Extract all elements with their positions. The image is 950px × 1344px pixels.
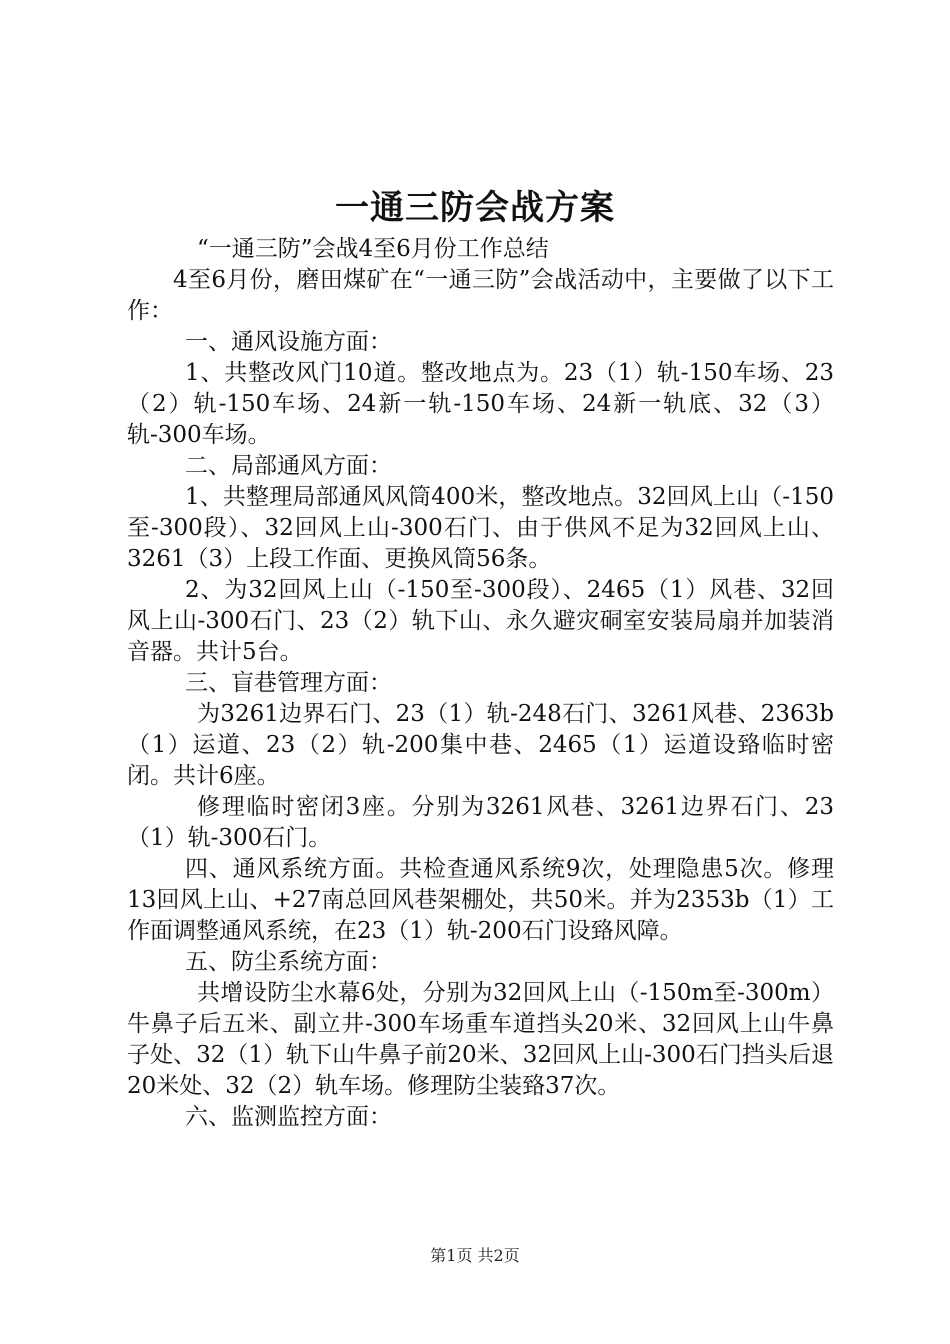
section-heading-monitoring: 六、监测监控方面：: [185, 1104, 392, 1130]
local-ventilation-item-2: 2、为32回风上山（-150至-300段）、2465（1）风巷、32回风上山-300石门、23（2）轨下山、永久避灾硐室安装局扇并加装消音器。共计5台。: [127, 577, 834, 665]
page-footer: 第1页 共2页: [430, 1246, 520, 1265]
section-heading-blind-roadway: 三、盲巷管理方面：: [185, 670, 392, 696]
section-heading-local-ventilation: 二、局部通风方面：: [185, 453, 392, 479]
blind-roadway-item-1: 为3261边界石门、23（1）轨-248石门、3261风巷、2363b（1）运道、23（2）轨-200集中巷、2465（1）运道设臵临时密闭。共计6座。: [127, 701, 834, 789]
summary-heading: “一通三防”会战4至6月份工作总结: [197, 236, 549, 262]
section-heading-dust-prevention: 五、防尘系统方面：: [185, 949, 392, 975]
document-body: [127, 234, 834, 1133]
section-ventilation-system: 四、通风系统方面。共检查通风系统9次，处理隐患5次。修理13回风上山、+27南总回风巷架棚处，共50米。并为2353b（1）工作面调整通风系统，在23（1）轨-200石门设臵风障。: [127, 856, 834, 944]
local-ventilation-item-1: 1、共整理局部通风风筒400米，整改地点。32回风上山（-150至-300段）、32回风上山-300石门、由于供风不足为32回风上山、3261（3）上段工作面、更换风筒56条。: [127, 484, 834, 572]
ventilation-facilities-item-1: 1、共整改风门10道。整改地点为。23（1）轨-150车场、23（2）轨-150车场、24新一轨-150车场、24新一轨底、32（3）轨-300车场。: [127, 360, 834, 448]
document-title: 一通三防会战方案: [335, 188, 615, 228]
intro-paragraph: 4至6月份，磨田煤矿在“一通三防”会战活动中，主要做了以下工作：: [127, 267, 834, 324]
dust-prevention-item-1: 共增设防尘水幕6处，分别为32回风上山（-150m至-300m）牛鼻子后五米、副立井-300车场重车道挡头20米、32回风上山牛鼻子处、32（1）轨下山牛鼻子前20米、32回风上山-300石门挡头后退20米处、32（2）轨车场。修理防尘装臵37次。: [127, 980, 834, 1099]
section-heading-ventilation-facilities: 一、通风设施方面：: [185, 329, 392, 355]
blind-roadway-item-2: 修理临时密闭3座。分别为3261风巷、3261边界石门、23（1）轨-300石门。: [127, 794, 834, 851]
